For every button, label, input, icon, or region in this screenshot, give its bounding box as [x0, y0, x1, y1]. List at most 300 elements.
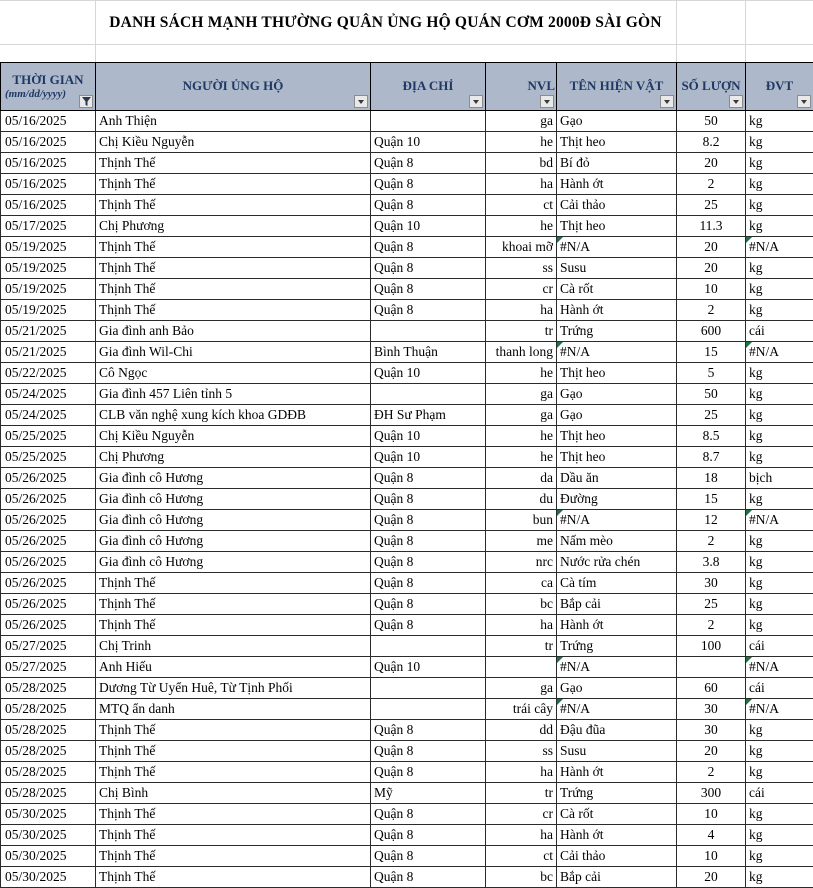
cell-date[interactable]: 05/28/2025 — [1, 720, 96, 741]
table-body — [1, 111, 813, 888]
table-row — [1, 405, 813, 426]
table-row — [1, 342, 813, 363]
cell-item[interactable]: Hành ớt — [557, 174, 677, 195]
cell-unit[interactable]: kg — [746, 426, 813, 447]
cell-item[interactable]: Cà rốt — [557, 804, 677, 825]
cell-nvl[interactable]: bc — [486, 594, 557, 615]
cell-address[interactable]: Quận 8 — [371, 594, 486, 615]
cell-donor[interactable]: Chị Phương — [96, 447, 371, 468]
cell-item[interactable]: Trứng — [557, 321, 677, 342]
cell-quantity[interactable]: 50 — [677, 384, 746, 405]
cell-date[interactable]: 05/19/2025 — [1, 300, 96, 321]
cell-item[interactable]: Trứng — [557, 636, 677, 657]
cell-donor[interactable]: MTQ ẩn danh — [96, 699, 371, 720]
cell-item[interactable]: Hành ớt — [557, 762, 677, 783]
cell-address[interactable] — [371, 111, 486, 132]
table-row — [1, 699, 813, 720]
cell-donor[interactable]: Thịnh Thế — [96, 615, 371, 636]
cell-nvl[interactable]: trái cây — [486, 699, 557, 720]
cell-unit[interactable]: cái — [746, 783, 813, 804]
cell-address[interactable]: Quận 8 — [371, 300, 486, 321]
cell-nvl[interactable]: cr — [486, 804, 557, 825]
cell-quantity[interactable]: 20 — [677, 153, 746, 174]
cell-nvl[interactable]: he — [486, 132, 557, 153]
cell-donor[interactable]: Thịnh Thế — [96, 741, 371, 762]
cell-quantity[interactable]: 4 — [677, 825, 746, 846]
cell-item[interactable]: Nước rửa chén — [557, 552, 677, 573]
cell-date[interactable]: 05/17/2025 — [1, 216, 96, 237]
cell-quantity[interactable]: 12 — [677, 510, 746, 531]
cell-donor[interactable]: CLB văn nghệ xung kích khoa GDĐB — [96, 405, 371, 426]
cell-item[interactable]: Hành ớt — [557, 615, 677, 636]
table-row — [1, 678, 813, 699]
cell-date[interactable]: 05/21/2025 — [1, 342, 96, 363]
cell-quantity[interactable] — [677, 657, 746, 678]
cell-nvl[interactable]: he — [486, 363, 557, 384]
cell-unit[interactable]: kg — [746, 762, 813, 783]
cell-item[interactable]: Nấm mèo — [557, 531, 677, 552]
cell-date[interactable]: 05/28/2025 — [1, 678, 96, 699]
cell-address[interactable]: ĐH Sư Phạm — [371, 405, 486, 426]
cell-address[interactable]: Mỹ — [371, 783, 486, 804]
cell-unit[interactable]: kg — [746, 615, 813, 636]
cell-address[interactable]: Quận 8 — [371, 846, 486, 867]
cell-quantity[interactable]: 15 — [677, 489, 746, 510]
page-title: DANH SÁCH MẠNH THƯỜNG QUÂN ỦNG HỘ QUÁN CƠM 2000Đ SÀI GÒN — [95, 1, 676, 44]
cell-item[interactable]: Trứng — [557, 783, 677, 804]
cell-address[interactable]: Quận 8 — [371, 153, 486, 174]
cell-donor[interactable]: Chị Phương — [96, 216, 371, 237]
cell-unit[interactable]: kg — [746, 489, 813, 510]
cell-donor[interactable]: Thịnh Thế — [96, 279, 371, 300]
cell-address[interactable]: Quận 8 — [371, 741, 486, 762]
column-sublabel: (mm/dd/yyyy) — [3, 88, 93, 102]
cell-unit[interactable]: kg — [746, 447, 813, 468]
filter-dropdown-button[interactable] — [469, 95, 483, 108]
table-row — [1, 636, 813, 657]
cell-item[interactable]: #N/A — [557, 699, 677, 720]
table-row — [1, 783, 813, 804]
cell-unit[interactable]: kg — [746, 279, 813, 300]
cell-item[interactable]: Đường — [557, 489, 677, 510]
cell-unit[interactable]: kg — [746, 174, 813, 195]
cell-address[interactable]: Quận 8 — [371, 510, 486, 531]
cell-item[interactable]: #N/A — [557, 342, 677, 363]
cell-address[interactable]: Quận 8 — [371, 258, 486, 279]
cell-donor[interactable]: Thịnh Thế — [96, 846, 371, 867]
cell-item[interactable]: Cải thảo — [557, 846, 677, 867]
cell-unit[interactable]: kg — [746, 300, 813, 321]
cell-quantity[interactable]: 10 — [677, 804, 746, 825]
cell-item[interactable]: Susu — [557, 258, 677, 279]
table-row — [1, 489, 813, 510]
cell-donor[interactable]: Gia đình cô Hương — [96, 489, 371, 510]
filter-dropdown-button[interactable] — [660, 95, 674, 108]
table-row — [1, 804, 813, 825]
cell-quantity[interactable]: 10 — [677, 279, 746, 300]
cell-donor[interactable]: Gia đình cô Hương — [96, 468, 371, 489]
cell-donor[interactable]: Chị Kiều Nguyễn — [96, 426, 371, 447]
cell-nvl[interactable]: me — [486, 531, 557, 552]
cell-nvl[interactable] — [486, 657, 557, 678]
cell-donor[interactable]: Anh Hiếu — [96, 657, 371, 678]
cell-item[interactable]: Bắp cải — [557, 867, 677, 888]
cell-date[interactable]: 05/30/2025 — [1, 804, 96, 825]
cell-quantity[interactable]: 2 — [677, 531, 746, 552]
cell-donor[interactable]: Thịnh Thế — [96, 762, 371, 783]
cell-nvl[interactable]: ga — [486, 111, 557, 132]
table-row — [1, 174, 813, 195]
cell-donor[interactable]: Thịnh Thế — [96, 195, 371, 216]
cell-donor[interactable]: Chị Bình — [96, 783, 371, 804]
cell-nvl[interactable]: khoai mỡ — [486, 237, 557, 258]
cell-date[interactable]: 05/16/2025 — [1, 153, 96, 174]
cell-nvl[interactable]: ha — [486, 762, 557, 783]
cell-item[interactable]: Thịt heo — [557, 363, 677, 384]
cell-date[interactable]: 05/22/2025 — [1, 363, 96, 384]
column-label: THỜI GIAN — [3, 72, 93, 88]
cell-nvl[interactable]: du — [486, 489, 557, 510]
cell-nvl[interactable]: bd — [486, 153, 557, 174]
cell-address[interactable]: Quận 8 — [371, 279, 486, 300]
cell-quantity[interactable]: 25 — [677, 195, 746, 216]
chevron-down-icon — [801, 100, 807, 104]
table-row — [1, 720, 813, 741]
cell-donor[interactable]: Gia đình cô Hương — [96, 531, 371, 552]
cell-item[interactable]: Susu — [557, 741, 677, 762]
cell-address[interactable]: Quận 8 — [371, 762, 486, 783]
cell-address[interactable] — [371, 384, 486, 405]
cell-item[interactable]: Thịt heo — [557, 132, 677, 153]
cell-quantity[interactable]: 5 — [677, 363, 746, 384]
cell-quantity[interactable]: 30 — [677, 720, 746, 741]
cell-donor[interactable]: Thịnh Thế — [96, 573, 371, 594]
table-row — [1, 258, 813, 279]
cell-quantity[interactable]: 2 — [677, 174, 746, 195]
filter-dropdown-button[interactable] — [729, 95, 743, 108]
cell-item[interactable]: Gạo — [557, 405, 677, 426]
cell-address[interactable]: Quận 10 — [371, 363, 486, 384]
cell-item[interactable]: #N/A — [557, 657, 677, 678]
cell-quantity[interactable]: 8.7 — [677, 447, 746, 468]
cell-donor[interactable]: Thịnh Thế — [96, 237, 371, 258]
cell-quantity[interactable]: 25 — [677, 594, 746, 615]
cell-unit[interactable]: #N/A — [746, 342, 813, 363]
cell-unit[interactable]: cái — [746, 321, 813, 342]
cell-donor[interactable]: Dương Từ Uyển Huê, Từ Tịnh Phối — [96, 678, 371, 699]
cell-unit[interactable]: kg — [746, 363, 813, 384]
cell-address[interactable]: Quận 8 — [371, 174, 486, 195]
cell-quantity[interactable]: 15 — [677, 342, 746, 363]
cell-address[interactable]: Quận 8 — [371, 531, 486, 552]
cell-nvl[interactable]: tr — [486, 783, 557, 804]
cell-quantity[interactable]: 20 — [677, 867, 746, 888]
cell-item[interactable]: Dầu ăn — [557, 468, 677, 489]
cell-address[interactable]: Quận 8 — [371, 720, 486, 741]
cell-date[interactable]: 05/26/2025 — [1, 489, 96, 510]
cell-item[interactable]: #N/A — [557, 510, 677, 531]
cell-date[interactable]: 05/28/2025 — [1, 699, 96, 720]
cell-date[interactable]: 05/30/2025 — [1, 867, 96, 888]
filter-dropdown-button[interactable] — [540, 95, 554, 108]
column-label: NVL — [528, 78, 555, 93]
cell-date[interactable]: 05/26/2025 — [1, 573, 96, 594]
cell-donor[interactable]: Chị Kiều Nguyễn — [96, 132, 371, 153]
cell-nvl[interactable]: ss — [486, 741, 557, 762]
cell-donor[interactable]: Thịnh Thế — [96, 174, 371, 195]
cell-nvl[interactable]: nrc — [486, 552, 557, 573]
cell-unit[interactable]: kg — [746, 846, 813, 867]
cell-address[interactable]: Quận 10 — [371, 447, 486, 468]
cell-quantity[interactable]: 25 — [677, 405, 746, 426]
cell-date[interactable]: 05/26/2025 — [1, 531, 96, 552]
cell-item[interactable]: Bắp cải — [557, 594, 677, 615]
cell-address[interactable] — [371, 699, 486, 720]
cell-item[interactable]: Cà tím — [557, 573, 677, 594]
cell-unit[interactable]: kg — [746, 132, 813, 153]
cell-item[interactable]: #N/A — [557, 237, 677, 258]
cell-donor[interactable]: Thịnh Thế — [96, 825, 371, 846]
cell-donor[interactable]: Gia đình 457 Liên tỉnh 5 — [96, 384, 371, 405]
cell-address[interactable]: Quận 10 — [371, 657, 486, 678]
cell-item[interactable]: Thịt heo — [557, 216, 677, 237]
cell-date[interactable]: 05/24/2025 — [1, 384, 96, 405]
filter-dropdown-button[interactable] — [354, 95, 368, 108]
cell-donor[interactable]: Anh Thiện — [96, 111, 371, 132]
cell-address[interactable]: Quận 8 — [371, 237, 486, 258]
cell-quantity[interactable]: 20 — [677, 237, 746, 258]
cell-address[interactable]: Quận 8 — [371, 552, 486, 573]
cell-donor[interactable]: Gia đình cô Hương — [96, 552, 371, 573]
cell-address[interactable]: Quận 8 — [371, 804, 486, 825]
cell-unit[interactable]: kg — [746, 258, 813, 279]
cell-address[interactable]: Quận 10 — [371, 426, 486, 447]
filter-dropdown-button[interactable] — [797, 95, 811, 108]
cell-donor[interactable]: Gia đình anh Bảo — [96, 321, 371, 342]
cell-unit[interactable]: kg — [746, 720, 813, 741]
cell-nvl[interactable]: ga — [486, 678, 557, 699]
cell-quantity[interactable]: 100 — [677, 636, 746, 657]
cell-donor[interactable]: Thịnh Thế — [96, 720, 371, 741]
cell-nvl[interactable]: he — [486, 426, 557, 447]
gridline — [0, 44, 813, 45]
column-label: ĐVT — [766, 78, 793, 93]
cell-nvl[interactable]: ha — [486, 615, 557, 636]
cell-nvl[interactable]: he — [486, 216, 557, 237]
cell-unit[interactable]: #N/A — [746, 237, 813, 258]
cell-nvl[interactable]: ca — [486, 573, 557, 594]
cell-unit[interactable]: #N/A — [746, 510, 813, 531]
cell-quantity[interactable]: 2 — [677, 300, 746, 321]
cell-quantity[interactable]: 600 — [677, 321, 746, 342]
cell-unit[interactable]: #N/A — [746, 657, 813, 678]
cell-unit[interactable]: kg — [746, 405, 813, 426]
cell-item[interactable]: Đậu đũa — [557, 720, 677, 741]
cell-unit[interactable]: kg — [746, 531, 813, 552]
cell-address[interactable]: Quận 8 — [371, 825, 486, 846]
cell-quantity[interactable]: 50 — [677, 111, 746, 132]
table-row — [1, 552, 813, 573]
cell-donor[interactable]: Thịnh Thế — [96, 300, 371, 321]
cell-date[interactable]: 05/26/2025 — [1, 510, 96, 531]
cell-date[interactable]: 05/28/2025 — [1, 741, 96, 762]
gridline — [745, 0, 746, 62]
cell-address[interactable]: Quận 8 — [371, 867, 486, 888]
cell-nvl[interactable]: tr — [486, 321, 557, 342]
cell-unit[interactable]: kg — [746, 153, 813, 174]
cell-unit[interactable]: kg — [746, 195, 813, 216]
cell-nvl[interactable]: ss — [486, 258, 557, 279]
cell-date[interactable]: 05/30/2025 — [1, 825, 96, 846]
table-row — [1, 300, 813, 321]
table-row — [1, 825, 813, 846]
cell-quantity[interactable]: 20 — [677, 741, 746, 762]
cell-date[interactable]: 05/16/2025 — [1, 195, 96, 216]
cell-quantity[interactable]: 30 — [677, 573, 746, 594]
cell-item[interactable]: Cải thảo — [557, 195, 677, 216]
cell-address[interactable]: Quận 8 — [371, 489, 486, 510]
cell-nvl[interactable]: ha — [486, 300, 557, 321]
cell-unit[interactable]: bịch — [746, 468, 813, 489]
cell-unit[interactable]: kg — [746, 741, 813, 762]
cell-nvl[interactable]: tr — [486, 636, 557, 657]
cell-unit[interactable]: kg — [746, 384, 813, 405]
cell-nvl[interactable]: ha — [486, 174, 557, 195]
cell-date[interactable]: 05/26/2025 — [1, 468, 96, 489]
cell-address[interactable]: Quận 8 — [371, 468, 486, 489]
table-row — [1, 216, 813, 237]
filter-funnel-button[interactable] — [79, 95, 93, 108]
cell-donor[interactable]: Thịnh Thế — [96, 153, 371, 174]
cell-date[interactable]: 05/21/2025 — [1, 321, 96, 342]
cell-address[interactable]: Quận 10 — [371, 132, 486, 153]
cell-date[interactable]: 05/16/2025 — [1, 132, 96, 153]
cell-quantity[interactable]: 3.8 — [677, 552, 746, 573]
cell-date[interactable]: 05/19/2025 — [1, 258, 96, 279]
chevron-down-icon — [544, 100, 550, 104]
cell-quantity[interactable]: 8.5 — [677, 426, 746, 447]
cell-item[interactable]: Thịt heo — [557, 447, 677, 468]
cell-date[interactable]: 05/26/2025 — [1, 594, 96, 615]
cell-donor[interactable]: Thịnh Thế — [96, 594, 371, 615]
cell-nvl[interactable]: ha — [486, 825, 557, 846]
cell-quantity[interactable]: 60 — [677, 678, 746, 699]
cell-quantity[interactable]: 10 — [677, 846, 746, 867]
cell-nvl[interactable]: cr — [486, 279, 557, 300]
cell-donor[interactable]: Thịnh Thế — [96, 804, 371, 825]
cell-unit[interactable]: kg — [746, 867, 813, 888]
cell-quantity[interactable]: 30 — [677, 699, 746, 720]
cell-nvl[interactable]: bun — [486, 510, 557, 531]
cell-quantity[interactable]: 18 — [677, 468, 746, 489]
cell-unit[interactable]: kg — [746, 552, 813, 573]
cell-nvl[interactable]: ga — [486, 405, 557, 426]
cell-unit[interactable]: kg — [746, 111, 813, 132]
cell-donor[interactable]: Thịnh Thế — [96, 258, 371, 279]
cell-unit[interactable]: #N/A — [746, 699, 813, 720]
cell-unit[interactable]: kg — [746, 573, 813, 594]
cell-donor[interactable]: Thịnh Thế — [96, 867, 371, 888]
cell-item[interactable]: Cà rốt — [557, 279, 677, 300]
cell-item[interactable]: Gạo — [557, 384, 677, 405]
cell-item[interactable]: Gạo — [557, 678, 677, 699]
cell-address[interactable] — [371, 678, 486, 699]
chevron-down-icon — [664, 100, 670, 104]
cell-unit[interactable]: kg — [746, 804, 813, 825]
cell-date[interactable]: 05/16/2025 — [1, 111, 96, 132]
cell-address[interactable] — [371, 321, 486, 342]
column-label: NGƯỜI ỦNG HỘ — [183, 78, 284, 93]
cell-quantity[interactable]: 20 — [677, 258, 746, 279]
cell-date[interactable]: 05/27/2025 — [1, 657, 96, 678]
table-row — [1, 594, 813, 615]
cell-date[interactable]: 05/16/2025 — [1, 174, 96, 195]
cell-quantity[interactable]: 2 — [677, 615, 746, 636]
cell-nvl[interactable]: he — [486, 447, 557, 468]
table-row — [1, 573, 813, 594]
cell-date[interactable]: 05/27/2025 — [1, 636, 96, 657]
cell-date[interactable]: 05/19/2025 — [1, 237, 96, 258]
cell-unit[interactable]: kg — [746, 825, 813, 846]
cell-date[interactable]: 05/19/2025 — [1, 279, 96, 300]
cell-date[interactable]: 05/30/2025 — [1, 846, 96, 867]
cell-date[interactable]: 05/25/2025 — [1, 447, 96, 468]
cell-donor[interactable]: Gia đình Wil-Chi — [96, 342, 371, 363]
cell-nvl[interactable]: ct — [486, 846, 557, 867]
cell-quantity[interactable]: 11.3 — [677, 216, 746, 237]
cell-date[interactable]: 05/25/2025 — [1, 426, 96, 447]
cell-unit[interactable]: kg — [746, 594, 813, 615]
cell-date[interactable]: 05/26/2025 — [1, 552, 96, 573]
cell-item[interactable]: Hành ớt — [557, 825, 677, 846]
cell-nvl[interactable]: da — [486, 468, 557, 489]
table-row — [1, 657, 813, 678]
cell-address[interactable]: Bình Thuận — [371, 342, 486, 363]
cell-nvl[interactable]: dd — [486, 720, 557, 741]
cell-date[interactable]: 05/28/2025 — [1, 762, 96, 783]
table-row — [1, 741, 813, 762]
column-header-dvt — [746, 63, 813, 111]
cell-donor[interactable]: Chị Trinh — [96, 636, 371, 657]
cell-address[interactable]: Quận 8 — [371, 573, 486, 594]
cell-address[interactable]: Quận 8 — [371, 195, 486, 216]
cell-unit[interactable]: kg — [746, 216, 813, 237]
cell-address[interactable]: Quận 10 — [371, 216, 486, 237]
table-row — [1, 510, 813, 531]
cell-unit[interactable]: cái — [746, 678, 813, 699]
table-row — [1, 111, 813, 132]
cell-item[interactable]: Gạo — [557, 111, 677, 132]
cell-nvl[interactable]: ct — [486, 195, 557, 216]
cell-nvl[interactable]: thanh long — [486, 342, 557, 363]
cell-unit[interactable]: cái — [746, 636, 813, 657]
cell-date[interactable]: 05/28/2025 — [1, 783, 96, 804]
cell-nvl[interactable]: bc — [486, 867, 557, 888]
cell-item[interactable]: Hành ớt — [557, 300, 677, 321]
cell-date[interactable]: 05/24/2025 — [1, 405, 96, 426]
cell-donor[interactable]: Gia đình cô Hương — [96, 510, 371, 531]
cell-quantity[interactable]: 300 — [677, 783, 746, 804]
cell-address[interactable] — [371, 636, 486, 657]
cell-quantity[interactable]: 8.2 — [677, 132, 746, 153]
cell-item[interactable]: Thịt heo — [557, 426, 677, 447]
cell-quantity[interactable]: 2 — [677, 762, 746, 783]
cell-donor[interactable]: Cô Ngọc — [96, 363, 371, 384]
cell-item[interactable]: Bí đỏ — [557, 153, 677, 174]
cell-date[interactable]: 05/26/2025 — [1, 615, 96, 636]
cell-nvl[interactable]: ga — [486, 384, 557, 405]
cell-address[interactable]: Quận 8 — [371, 615, 486, 636]
